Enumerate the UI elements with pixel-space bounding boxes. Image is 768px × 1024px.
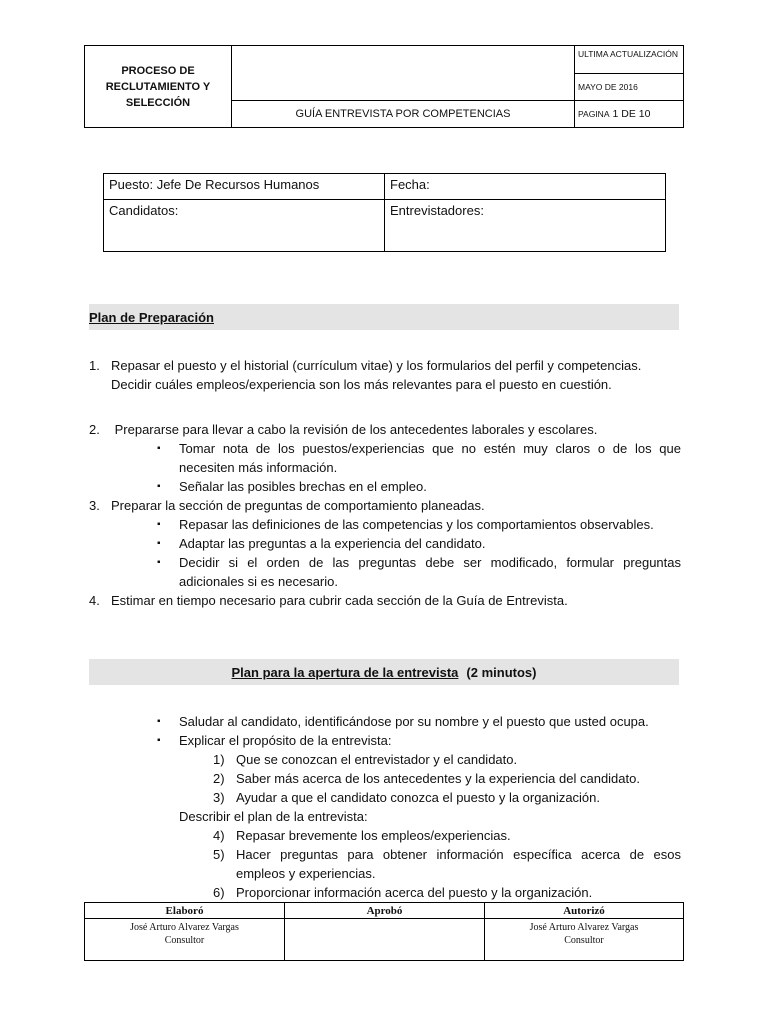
puesto-cell: Puesto: Jefe De Recursos Humanos xyxy=(104,174,385,200)
section-title-plan-apertura: Plan para la apertura de la entrevista xyxy=(231,664,459,680)
bullet-icon: ▪ xyxy=(157,519,161,530)
section-title-plan-preparacion: Plan de Preparación xyxy=(89,309,214,325)
sub-list-item: Tomar nota de los puestos/experiencias que no estén muy claros o de los que necesiten más información. xyxy=(179,441,681,475)
header-blank-cell xyxy=(232,46,575,101)
item-number: 5) xyxy=(213,847,225,862)
fecha-cell: Fecha: xyxy=(385,174,665,200)
last-update-label: ULTIMA ACTUALIZACIÓN xyxy=(575,46,683,74)
item-number: 6) xyxy=(213,885,225,900)
page-number xyxy=(575,101,683,127)
autorizo-name: José Arturo Alvarez Vargas xyxy=(529,922,639,933)
process-title: PROCESO DE RECLUTAMIENTO Y SELECCIÓN xyxy=(85,46,232,127)
list-item-text: Prepararse para llevar a cabo la revisión de los antecedentes laborales y escolares. xyxy=(111,422,598,437)
section-duration: (2 minutos) xyxy=(466,664,537,680)
entrevistadores-cell: Entrevistadores: xyxy=(390,203,484,218)
bullet-item: Saludar al candidato, identificándose por su nombre y el puesto que usted ocupa. xyxy=(179,714,649,729)
item-number: 1. xyxy=(89,358,100,373)
list-item-text: Repasar brevemente los empleos/experiencias. xyxy=(236,828,511,843)
candidatos-cell: Candidatos: xyxy=(104,200,385,251)
list-item-text: Que se conozcan el entrevistador y el candidato. xyxy=(236,752,518,767)
list-item-text: Decidir cuáles empleos/experiencia son los más relevantes para el puesto en cuestión. xyxy=(111,377,612,392)
elaboro-role: Consultor xyxy=(164,935,205,946)
elaboro-header: Elaboró xyxy=(85,903,285,919)
sub-list-item: Repasar las definiciones de las competencias y los comportamientos observables. xyxy=(179,517,654,532)
autorizo-cell xyxy=(485,919,683,960)
interview-info-table xyxy=(103,173,666,252)
section-bar-plan-preparacion xyxy=(89,304,679,330)
bullet-item: Explicar el propósito de la entrevista: xyxy=(179,733,392,748)
list-item-text: Hacer preguntas para obtener información específica acerca de esos empleos y experiencias. xyxy=(236,847,681,881)
list-item-text: Estimar en tiempo necesario para cubrir cada sección de la Guía de Entrevista. xyxy=(111,593,568,608)
sub-list-item: Decidir si el orden de las preguntas debe ser modificado, formular preguntas adicionales si es necesario. xyxy=(179,555,681,589)
page-value: 1 DE 10 xyxy=(612,108,651,120)
sub-list-item: Señalar las posibles brechas en el empleo. xyxy=(179,479,427,494)
autorizo-role: Consultor xyxy=(564,935,604,946)
bullet-icon: ▪ xyxy=(157,735,161,746)
bullet-icon: ▪ xyxy=(157,443,161,454)
bullet-icon: ▪ xyxy=(157,557,161,568)
document-header-table xyxy=(84,45,684,128)
item-number: 2) xyxy=(213,771,225,786)
item-number: 4. xyxy=(89,593,100,608)
item-number: 1) xyxy=(213,752,225,767)
item-number: 3. xyxy=(89,498,100,513)
list-item-text: Preparar la sección de preguntas de comportamiento planeadas. xyxy=(111,498,485,513)
bullet-icon: ▪ xyxy=(157,538,161,549)
list-item-text: Saber más acerca de los antecedentes y la experiencia del candidato. xyxy=(236,771,640,786)
aprobo-cell xyxy=(285,919,485,960)
page-label: PAGINA xyxy=(578,109,610,119)
bullet-icon: ▪ xyxy=(157,716,161,727)
list-item-text: Proporcionar información acerca del puesto y la organización. xyxy=(236,885,593,900)
sub-list-item: Adaptar las preguntas a la experiencia del candidato. xyxy=(179,536,486,551)
list-item-text: Repasar el puesto y el historial (currículum vitae) y los formularios del perfil y competencias. xyxy=(111,358,642,373)
autorizo-header: Autorizó xyxy=(485,903,683,919)
bullet-icon: ▪ xyxy=(157,481,161,492)
item-number: 3) xyxy=(213,790,225,805)
list-item-text: Ayudar a que el candidato conozca el puesto y la organización. xyxy=(236,790,601,805)
section-bar-plan-apertura xyxy=(89,659,679,685)
update-date: MAYO DE 2016 xyxy=(575,74,683,101)
describe-plan-label: Describir el plan de la entrevista: xyxy=(179,809,368,824)
elaboro-name: José Arturo Alvarez Vargas xyxy=(130,922,239,933)
signature-table xyxy=(84,902,684,961)
item-number: 4) xyxy=(213,828,225,843)
elaboro-cell xyxy=(85,919,285,960)
guide-title: GUÍA ENTREVISTA POR COMPETENCIAS xyxy=(232,101,575,127)
aprobo-header: Aprobó xyxy=(285,903,485,919)
item-number: 2. xyxy=(89,422,100,437)
